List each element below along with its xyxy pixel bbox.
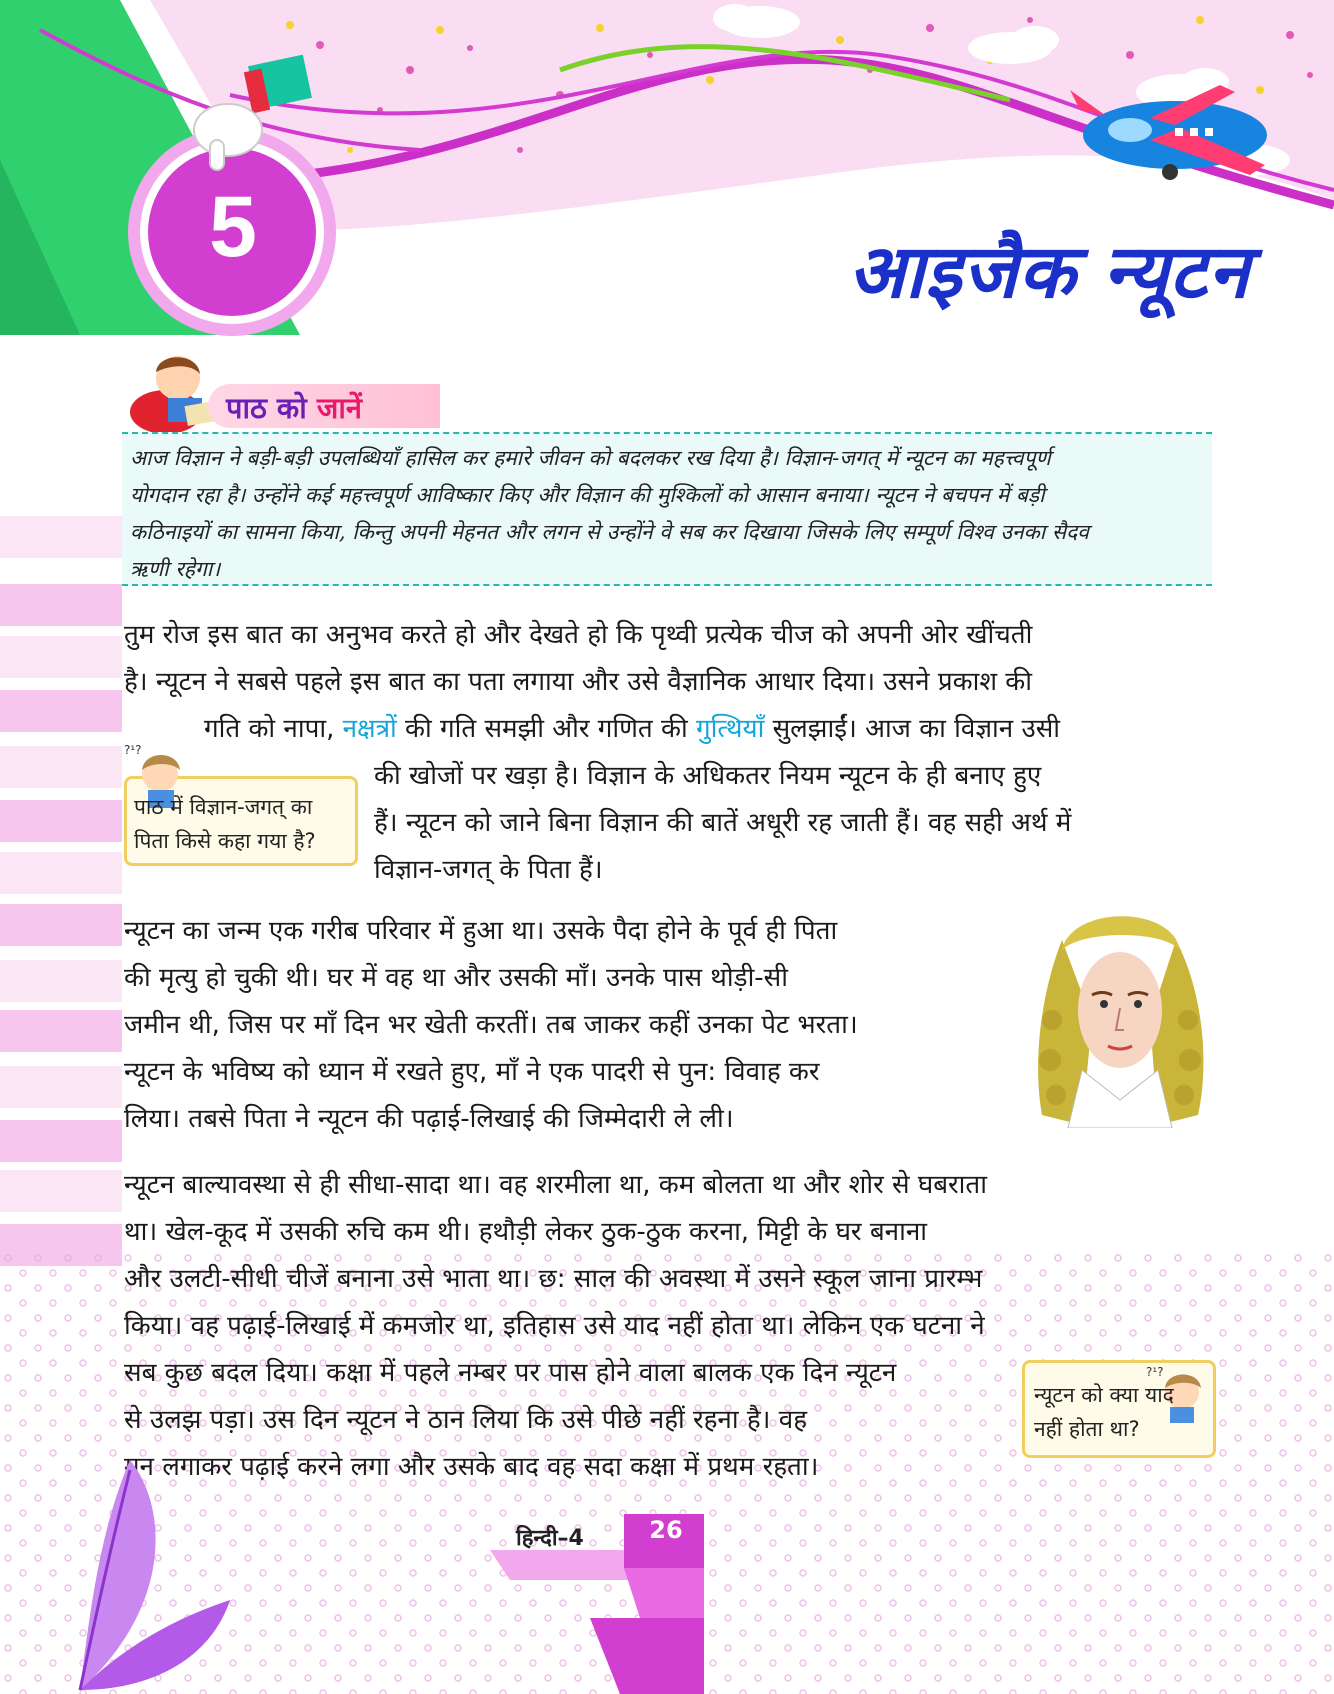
svg-text:?¹?: ?¹? xyxy=(124,743,142,757)
leaf-decoration xyxy=(60,1450,240,1694)
paragraph-line: की खोजों पर खड़ा है। विज्ञान के अधिकतर नियम न्यूटन के ही बनाए हुए xyxy=(374,761,1042,791)
paragraph-line: लिया। तबसे पिता ने न्यूटन की पढ़ाई-लिखाई की जिम्मेदारी ले ली। xyxy=(124,1104,734,1134)
paragraph-line: न्यूटन बाल्यावस्था से ही सीधा-सादा था। वह शरमीला था, कम बोलता था और शोर से घबराता xyxy=(124,1170,987,1200)
paragraph-line: हैं। न्यूटन को जाने बिना विज्ञान की बातें अधूरी रह जाती हैं। वह सही अर्थ में xyxy=(374,808,1072,838)
paragraph-line: तुम रोज इस बात का अनुभव करते हो और देखते हो कि पृथ्वी प्रत्येक चीज को अपनी ओर खींचती xyxy=(124,620,1033,650)
paragraph-line: से उलझ पड़ा। उस दिन न्यूटन ने ठान लिया कि उसे पीछे नहीं रहना है। वह xyxy=(124,1405,808,1435)
paragraph-line: सब कुछ बदल दिया। कक्षा में पहले नम्बर पर पास होने वाला बालक एक दिन न्यूटन xyxy=(124,1358,897,1388)
paragraph-line: है। न्यूटन ने सबसे पहले इस बात का पता लगाया और उसे वैज्ञानिक आधार दिया। उसने प्रकाश की xyxy=(124,667,1032,697)
paragraph-line: और उलटी-सीधी चीजें बनाना उसे भाता था। छ: साल की अवस्था में उसने स्कूल जाना प्रारम्भ xyxy=(124,1264,983,1294)
intro-line: योगदान रहा है। उन्होंने कई महत्त्वपूर्ण आविष्कार किए और विज्ञान की मुश्किलों को आसान बनाया। न्यूटन ने बचपन में बड़ी xyxy=(130,483,1045,507)
paragraph-line: की मृत्यु हो चुकी थी। घर में वह था और उसकी माँ। उनके पास थोड़ी-सी xyxy=(124,963,788,993)
page-number: 26 xyxy=(649,1516,683,1544)
svg-text:?¹?: ?¹? xyxy=(1146,1365,1164,1379)
intro-text xyxy=(130,440,1206,588)
question-2-text: न्यूटन को क्या याद नहीं होता था? xyxy=(1034,1383,1174,1441)
paragraph-1-line-3: गति को नापा, नक्षत्रों की गति समझी और गणित की गुत्थियाँ सुलझाईं। आज का विज्ञान उसी xyxy=(204,714,1061,744)
reading-boy-icon xyxy=(128,350,220,436)
intro-line: कठिनाइयों का सामना किया, किन्तु अपनी मेहनत और लगन से उन्होंने वे सब कर दिखाया जिसके लिए सम्पूर्ण विश्व उनका सैदव xyxy=(130,520,1089,544)
intro-badge-label: पाठ को जानें xyxy=(226,391,362,425)
chapter-number: 5 xyxy=(209,179,257,275)
paragraph-line: मन लगाकर पढ़ाई करने लगा और उसके बाद वह सदा कक्षा में प्रथम रहता। xyxy=(124,1452,819,1482)
intro-line: आज विज्ञान ने बड़ी-बड़ी उपलब्धियाँ हासिल कर हमारे जीवन को बदलकर रख दिया है। विज्ञान-जगत् में न्यूटन का महत्त्वपूर्ण xyxy=(130,446,1051,470)
chapter-title: आइजैक न्यूटन xyxy=(848,229,1250,315)
paragraph-1-rest xyxy=(374,753,1210,894)
glossary-word-nakshatra: नक्षत्रों xyxy=(342,714,397,744)
paragraph-line: किया। वह पढ़ाई-लिखाई में कमजोर था, इतिहास उसे याद नहीं होता था। लेकिन एक घटना ने xyxy=(124,1311,985,1341)
paragraph-line: न्यूटन का जन्म एक गरीब परिवार में हुआ था। उसके पैदा होने के पूर्व ही पिता xyxy=(124,916,838,946)
paragraph-3 xyxy=(124,1162,1210,1350)
paragraph-line: था। खेल-कूद में उसकी रुचि कम थी। हथौड़ी लेकर ठुक-ठुक करना, मिट्टी के घर बनाना xyxy=(124,1217,928,1247)
question-1-text: पाठ में विज्ञान-जगत् का पिता किसे कहा गया है? xyxy=(134,795,316,853)
paragraph-2 xyxy=(124,908,1014,1143)
paragraph-line: जमीन थी, जिस पर माँ दिन भर खेती करतीं। तब जाकर कहीं उनका पेट भरता। xyxy=(124,1010,858,1040)
paragraph-1 xyxy=(124,612,1210,706)
paragraph-line: न्यूटन के भविष्य को ध्यान में रखते हुए, माँ ने एक पादरी से पुन: विवाह कर xyxy=(124,1057,820,1087)
footer-subject: हिन्दी–4 xyxy=(516,1526,584,1551)
glossary-word-gutthiyan: गुत्थियाँ xyxy=(695,714,765,744)
paragraph-3-cont xyxy=(124,1350,1134,1491)
intro-line: ऋणी रहेगा। xyxy=(130,557,221,581)
newton-portrait xyxy=(1022,900,1216,1128)
paragraph-line: विज्ञान-जगत् के पिता हैं। xyxy=(374,855,603,885)
